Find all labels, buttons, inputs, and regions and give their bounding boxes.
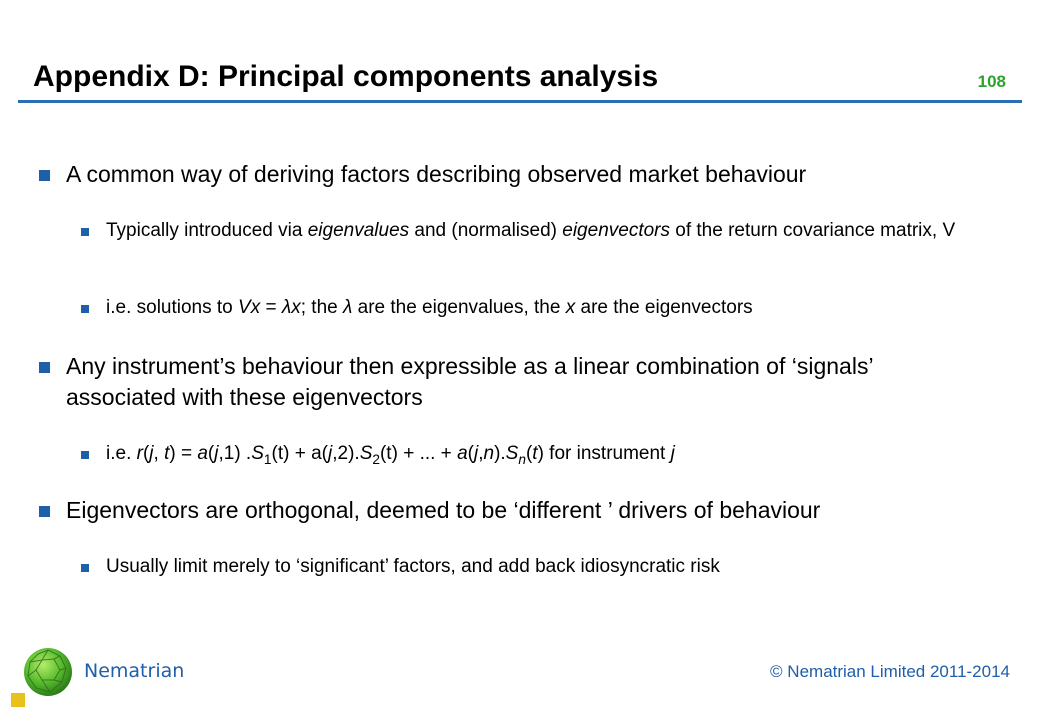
text-run: j — [149, 443, 154, 464]
text-run: ). — [494, 443, 506, 464]
title-underline — [18, 100, 1022, 103]
text-run: ) = — [169, 443, 198, 464]
text-run: j — [214, 443, 219, 464]
sub-bullet-marker — [81, 564, 89, 572]
text-run: ,1) . — [218, 443, 252, 464]
text-run: are the eigenvectors — [575, 297, 753, 318]
text-run: x — [565, 297, 576, 318]
text-run: t — [532, 443, 538, 464]
text-run: Usually limit merely to ‘significant’ factors, and add back idiosyncratic risk — [106, 556, 720, 577]
bullet-item: A common way of deriving factors describing observed market behaviour — [66, 161, 807, 187]
text-run: eigenvectors — [562, 220, 670, 241]
text-run: Typically introduced via — [106, 220, 308, 241]
text-run: = — [260, 297, 282, 318]
text-run: ; the — [300, 297, 343, 318]
text-run: 2 — [372, 451, 380, 467]
text-run: and (normalised) — [409, 220, 563, 241]
text-run: 1 — [263, 451, 272, 467]
bullet-marker — [39, 170, 50, 181]
text-run: λ — [342, 297, 353, 318]
sub-bullet-item — [106, 553, 986, 581]
text-run: j — [328, 443, 333, 464]
sub-bullet-item — [106, 294, 986, 322]
page-number: 108 — [977, 72, 1006, 91]
text-run: (t) + ... + — [379, 443, 458, 464]
text-run: ) for instrument — [537, 443, 671, 464]
text-run: , — [153, 443, 165, 464]
bullet-item: Eigenvectors are orthogonal, deemed to be ‘different ’ drivers of behaviour — [66, 497, 821, 523]
sub-bullet-item — [106, 440, 986, 468]
text-run: S — [359, 443, 373, 464]
text-run: ,2). — [332, 443, 360, 464]
footer-brand: Nematrian — [84, 660, 185, 682]
text-run: i.e. — [106, 443, 137, 464]
text-run: S — [251, 443, 264, 464]
text-run: n — [483, 443, 495, 464]
bullet-item: Any instrument’s behaviour then expressible as a linear combination of ‘signals’ associated with these eigenvectors — [66, 353, 873, 410]
text-run: n — [518, 451, 526, 467]
text-run: r — [136, 443, 143, 464]
text-run: ( — [142, 443, 150, 464]
text-run: j — [473, 443, 479, 464]
bullet-marker — [39, 362, 50, 373]
sub-bullet-item — [106, 217, 986, 245]
text-run: S — [505, 443, 519, 464]
text-run: a — [197, 443, 208, 464]
text-run: are the eigenvalues, the — [352, 297, 566, 318]
sub-bullet-marker — [81, 451, 89, 459]
nematrian-logo-icon — [22, 646, 74, 698]
sub-bullet-marker — [81, 228, 89, 236]
text-run: t — [164, 443, 170, 464]
text-run: (t) + a( — [271, 443, 328, 464]
text-run: j — [670, 443, 675, 464]
text-run: ( — [207, 443, 215, 464]
bullet-marker — [39, 506, 50, 517]
text-run: , — [478, 443, 484, 464]
text-run: λx — [281, 297, 301, 318]
text-run: ( — [525, 443, 533, 464]
footer-copyright: © Nematrian Limited 2011-2014 — [770, 662, 1010, 681]
text-run: a — [457, 443, 468, 464]
slide-title: Appendix D: Principal components analysis — [33, 60, 659, 93]
sub-bullet-marker — [81, 305, 89, 313]
text-run: of the return covariance matrix, V — [670, 220, 956, 241]
text-run: ( — [467, 443, 474, 464]
text-run: i.e. solutions to — [106, 297, 239, 318]
text-run: eigenvalues — [307, 220, 410, 241]
corner-square — [11, 693, 25, 707]
text-run: Vx — [238, 297, 261, 318]
